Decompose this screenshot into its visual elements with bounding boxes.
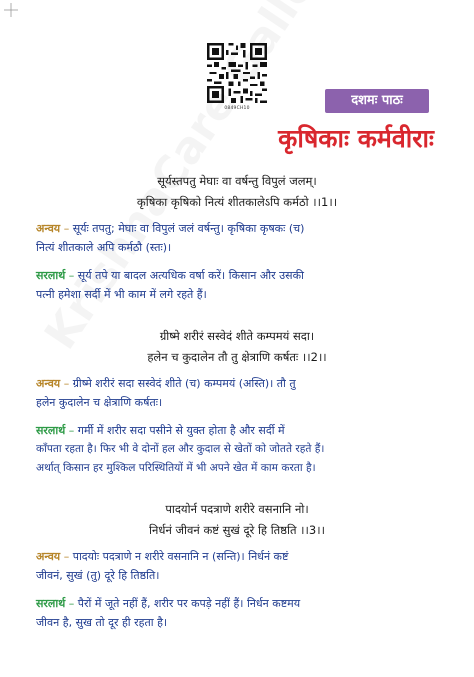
- chapter-title: कृषिकाः कर्मवीराः: [278, 124, 434, 153]
- saral-text: पैरों में जूते नहीं हैं, शरीर पर कपड़े नहीं हैं। निर्धन कष्टमय: [77, 597, 301, 610]
- verse-line: ग्रीष्मे शरीरं सस्वेदं शीते कम्पमयं सदा।: [159, 329, 315, 343]
- anvaya-label: अन्वय: [36, 550, 61, 563]
- verse-line: हलेन च कुदालेन तौ तु क्षेत्राणि कर्षतः ।।2।।: [147, 350, 327, 364]
- crop-mark-icon: [4, 3, 18, 17]
- label-dash: –: [63, 222, 73, 235]
- anvaya-text: सूर्यः तपतु; मेघाः वा विपुलं जलं वर्षन्तु। कृषिका कृषकः (च): [72, 222, 305, 235]
- anvaya-1: [36, 219, 448, 257]
- label-dash: –: [63, 377, 73, 390]
- label-dash: –: [63, 550, 73, 563]
- anvaya-text: हलेन कुदालेन च क्षेत्राणि कर्षतः।: [36, 396, 163, 409]
- verse-line: पादयोर्न पदत्राणे शरीरे वसनानि नो।: [165, 502, 309, 516]
- verse-line: कृषिका कृषिको नित्यं शीतकालेऽपि कर्मठो ।।1।।: [136, 195, 338, 209]
- anvaya-2: [36, 374, 448, 412]
- saral-text: सूर्य तपे या बादल अत्यधिक वर्षा करें। किसान और उसकी: [77, 269, 304, 282]
- saral-2: [36, 421, 448, 478]
- anvaya-3: [36, 547, 448, 585]
- anvaya-text: ग्रीष्मे शरीरं सदा सस्वेदं शीते (च) कम्पमयं (अस्ति)। तौ तु: [72, 377, 296, 390]
- anvaya-label: अन्वय: [36, 222, 61, 235]
- verse-3: [0, 499, 474, 541]
- anvaya-label: अन्वय: [36, 377, 61, 390]
- anvaya-text: जीवनं, सुखं (तु) दूरे हि तिष्ठति।: [36, 569, 160, 582]
- verse-2: [0, 326, 474, 368]
- verse-line: निर्धनं जीवनं कष्टं सुखं दूरे हि तिष्ठति ।।3।।: [149, 523, 325, 537]
- saral-text: गर्मी में शरीर सदा पसीने से युक्त होता है और सर्दी में: [77, 424, 285, 437]
- verse-line: सूर्यस्तपतु मेघाः वा वर्षन्तु विपुलं जलम्।: [157, 174, 317, 188]
- saral-text: पत्नी हमेशा सर्दी में भी काम में लगे रहते हैं।: [36, 288, 207, 301]
- label-dash: –: [68, 424, 78, 437]
- verse-1: [0, 171, 474, 213]
- qr-code-icon: [207, 43, 267, 103]
- saral-1: [36, 266, 448, 304]
- saral-label: सरलार्थ: [36, 269, 66, 282]
- anvaya-text: नित्यं शीतकाले अपि कर्मठौ (स्तः)।: [36, 241, 172, 254]
- saral-3: [36, 594, 448, 632]
- saral-text: काँपता रहता है। फिर भी वे दोनों हल और कुदाल से खेतों को जोतते रहते हैं।: [36, 443, 325, 455]
- label-dash: –: [68, 597, 78, 610]
- saral-text: जीवन है, सुख तो दूर ही रहता है।: [36, 616, 168, 629]
- saral-text: अर्थात् किसान हर मुश्किल परिस्थितियों में भी अपने खेत में काम करता है।: [36, 462, 316, 474]
- anvaya-text: पादयोः पदत्राणे न शरीरे वसनानि न (सन्ति)। निर्धनं कष्टं: [72, 550, 289, 563]
- label-dash: –: [68, 269, 78, 282]
- saral-label: सरलार्थ: [36, 424, 66, 437]
- qr-code-label: 0849CH10: [224, 106, 250, 111]
- saral-label: सरलार्थ: [36, 597, 66, 610]
- lesson-number-badge: दशमः पाठः: [325, 89, 429, 113]
